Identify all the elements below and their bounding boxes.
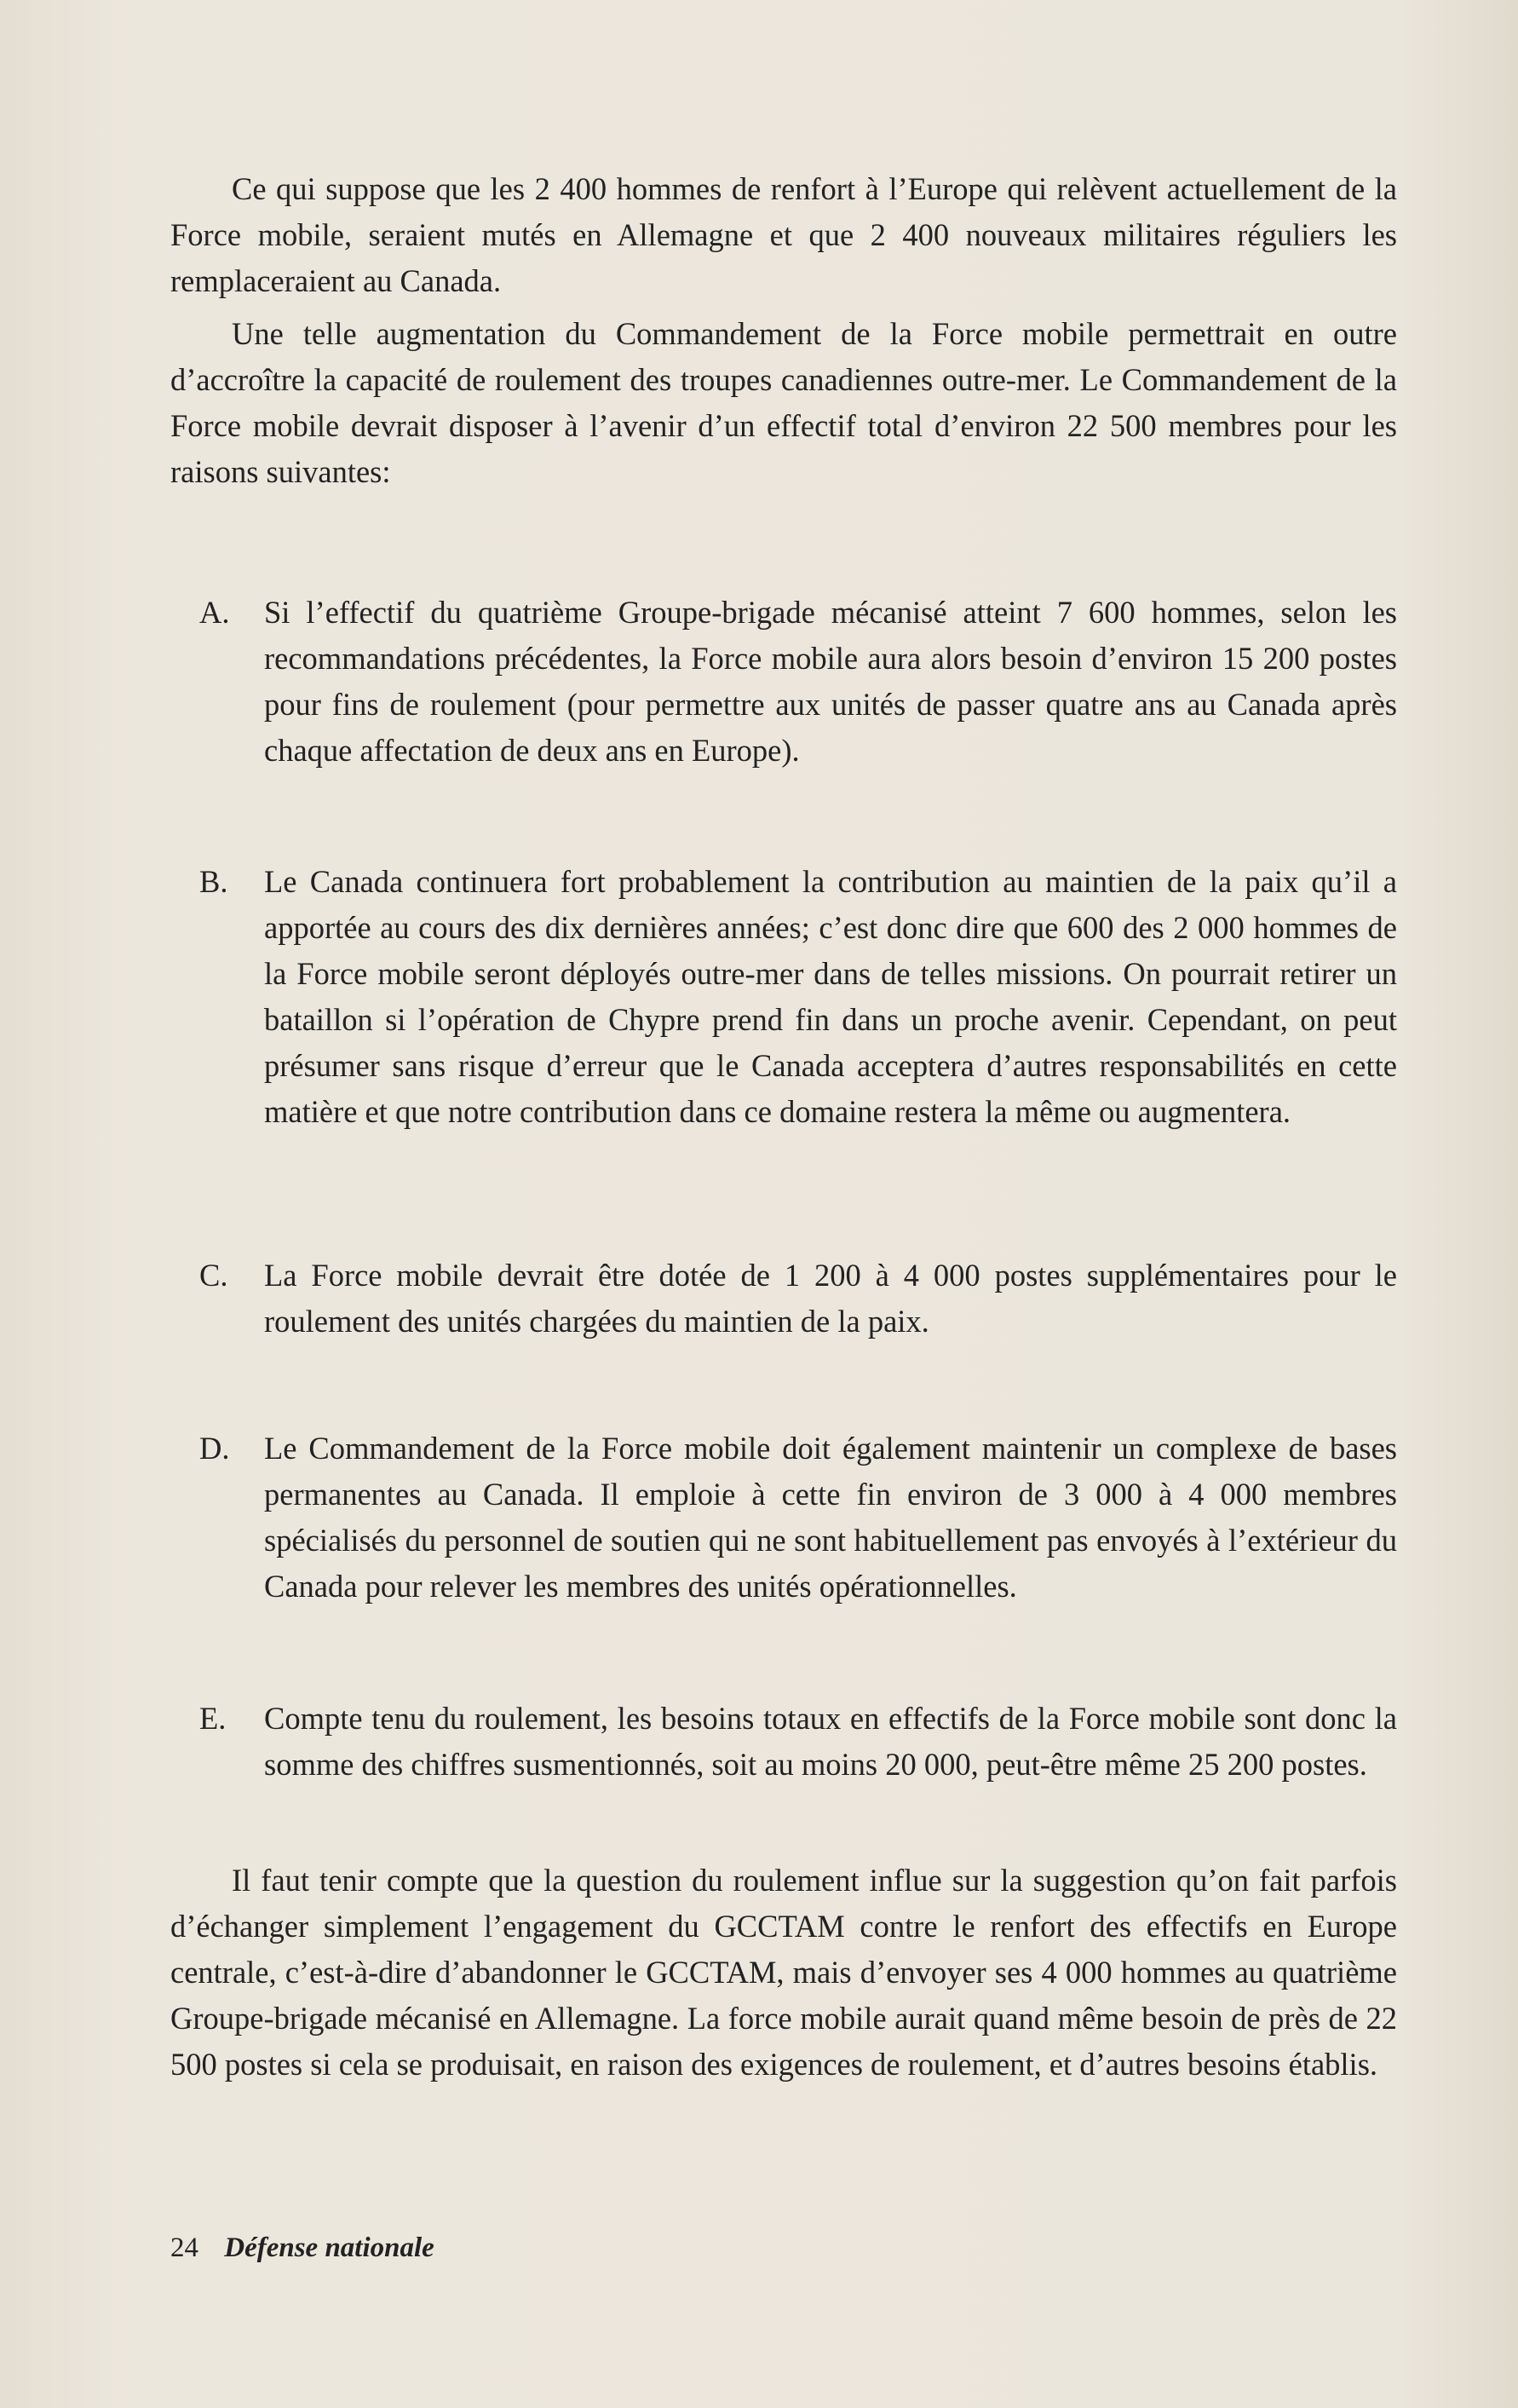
list-item-letter: A. (199, 595, 230, 630)
page-footer (170, 2231, 434, 2265)
list-item-text: Si l’effectif du quatrième Groupe-brigade mécanisé atteint 7 600 hommes, selon les recommandations précédentes, la Force mobile aura alors besoin d’environ 15 200 postes pour fins de roulement (pour permettre aux unités de passer quatre ans au Canada après chaque affectation de deux ans en Europe). (264, 595, 1397, 768)
list-item-text: La Force mobile devrait être dotée de 1 200 à 4 000 postes supplémentaires pour le roulement des unités chargées du maintien de la paix. (264, 1258, 1397, 1339)
list-item-letter: E. (199, 1701, 227, 1736)
paragraph-3: Il faut tenir compte que la question du roulement influe sur la suggestion qu’on fait parfois d’échanger simplement l’engagement du GCCTAM contre le renfort des effectifs en Europe centrale, c’est-à-dire d’abandonner le GCCTAM, mais d’envoyer ses 4 000 hommes au quatrième Groupe-brigade mécanisé en Allemagne. La force mobile aurait quand même besoin de près de 22 500 postes si cela se produisait, en raison des exigences de roulement, et d’autres besoins établis. (170, 1863, 1397, 2082)
list-item-letter: B. (199, 864, 228, 899)
list-item-text: Le Commandement de la Force mobile doit également maintenir un complexe de bases permanentes au Canada. Il emploie à cette fin environ de 3 000 à 4 000 membres spécialisés du personnel de soutien qui ne sont habituellement pas envoyés à l’extérieur du Canada pour relever les membres des unités opérationnelles. (264, 1431, 1397, 1604)
publication-title: Défense nationale (224, 2232, 434, 2263)
paragraph-1: Ce qui suppose que les 2 400 hommes de renfort à l’Europe qui relèvent actuellement de la Force mobile, seraient mutés en Allemagne et que 2 400 nouveaux militaires réguliers les remplaceraient au Canada. (170, 171, 1397, 298)
list-item-text: Le Canada continuera fort probablement la contribution au maintien de la paix qu’il a apportée au cours des dix dernières années; c’est donc dire que 600 des 2 000 hommes de la Force mobile seront déployés outre-mer dans de telles missions. On pourrait retirer un bataillon si l’opération de Chypre prend fin dans un proche avenir. Cependant, on peut présumer sans risque d’erreur que le Canada acceptera d’autres responsabilités en cette matière et que notre contribution dans ce domaine restera la même ou augmentera. (264, 864, 1397, 1129)
list-item-letter: C. (199, 1258, 228, 1293)
list-item-text: Compte tenu du roulement, les besoins totaux en effectifs de la Force mobile sont donc la somme des chiffres susmentionnés, soit au moins 20 000, peut-être même 25 200 postes. (264, 1701, 1397, 1782)
list-item-letter: D. (199, 1431, 230, 1466)
paragraph-2: Une telle augmentation du Commandement de la Force mobile permettrait en outre d’accroître la capacité de roulement des troupes canadiennes outre-mer. Le Commandement de la Force mobile devrait disposer à l’avenir d’un effectif total d’environ 22 500 membres pour les raisons suivantes: (170, 316, 1397, 489)
page-number: 24 (170, 2232, 198, 2263)
